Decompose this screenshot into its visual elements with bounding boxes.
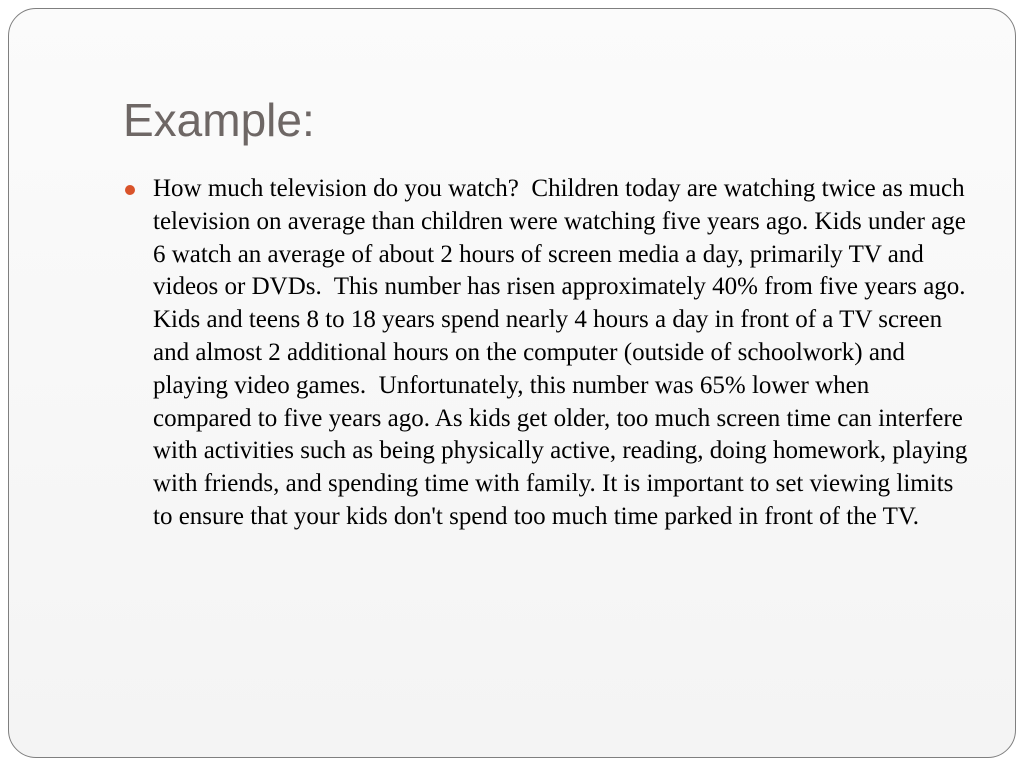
bullet-dot-icon <box>125 185 135 195</box>
bullet-item <box>125 173 979 534</box>
bullet-list <box>125 173 979 534</box>
bullet-text: How much television do you watch? Children today are watching twice as much television on average than children were watching five years ago. Kids under age 6 watch an average of about 2 hours of screen media a day, primarily TV and videos or DVDs. This number has risen approximately 40% from five years ago. Kids and teens 8 to 18 years spend nearly 4 hours a day in front of a TV screen and almost 2 additional hours on the computer (outside of schoolwork) and playing video games. Unfortunately, this number was 65% lower when compared to five years ago. As kids get older, too much screen time can interfere with activities such as being physically active, reading, doing homework, playing with friends, and spending time with family. It is important to set viewing limits to ensure that your kids don't spend too much time parked in front of the TV. <box>153 175 979 530</box>
slide-title: Example: <box>123 94 315 146</box>
slide-frame <box>8 8 1016 758</box>
